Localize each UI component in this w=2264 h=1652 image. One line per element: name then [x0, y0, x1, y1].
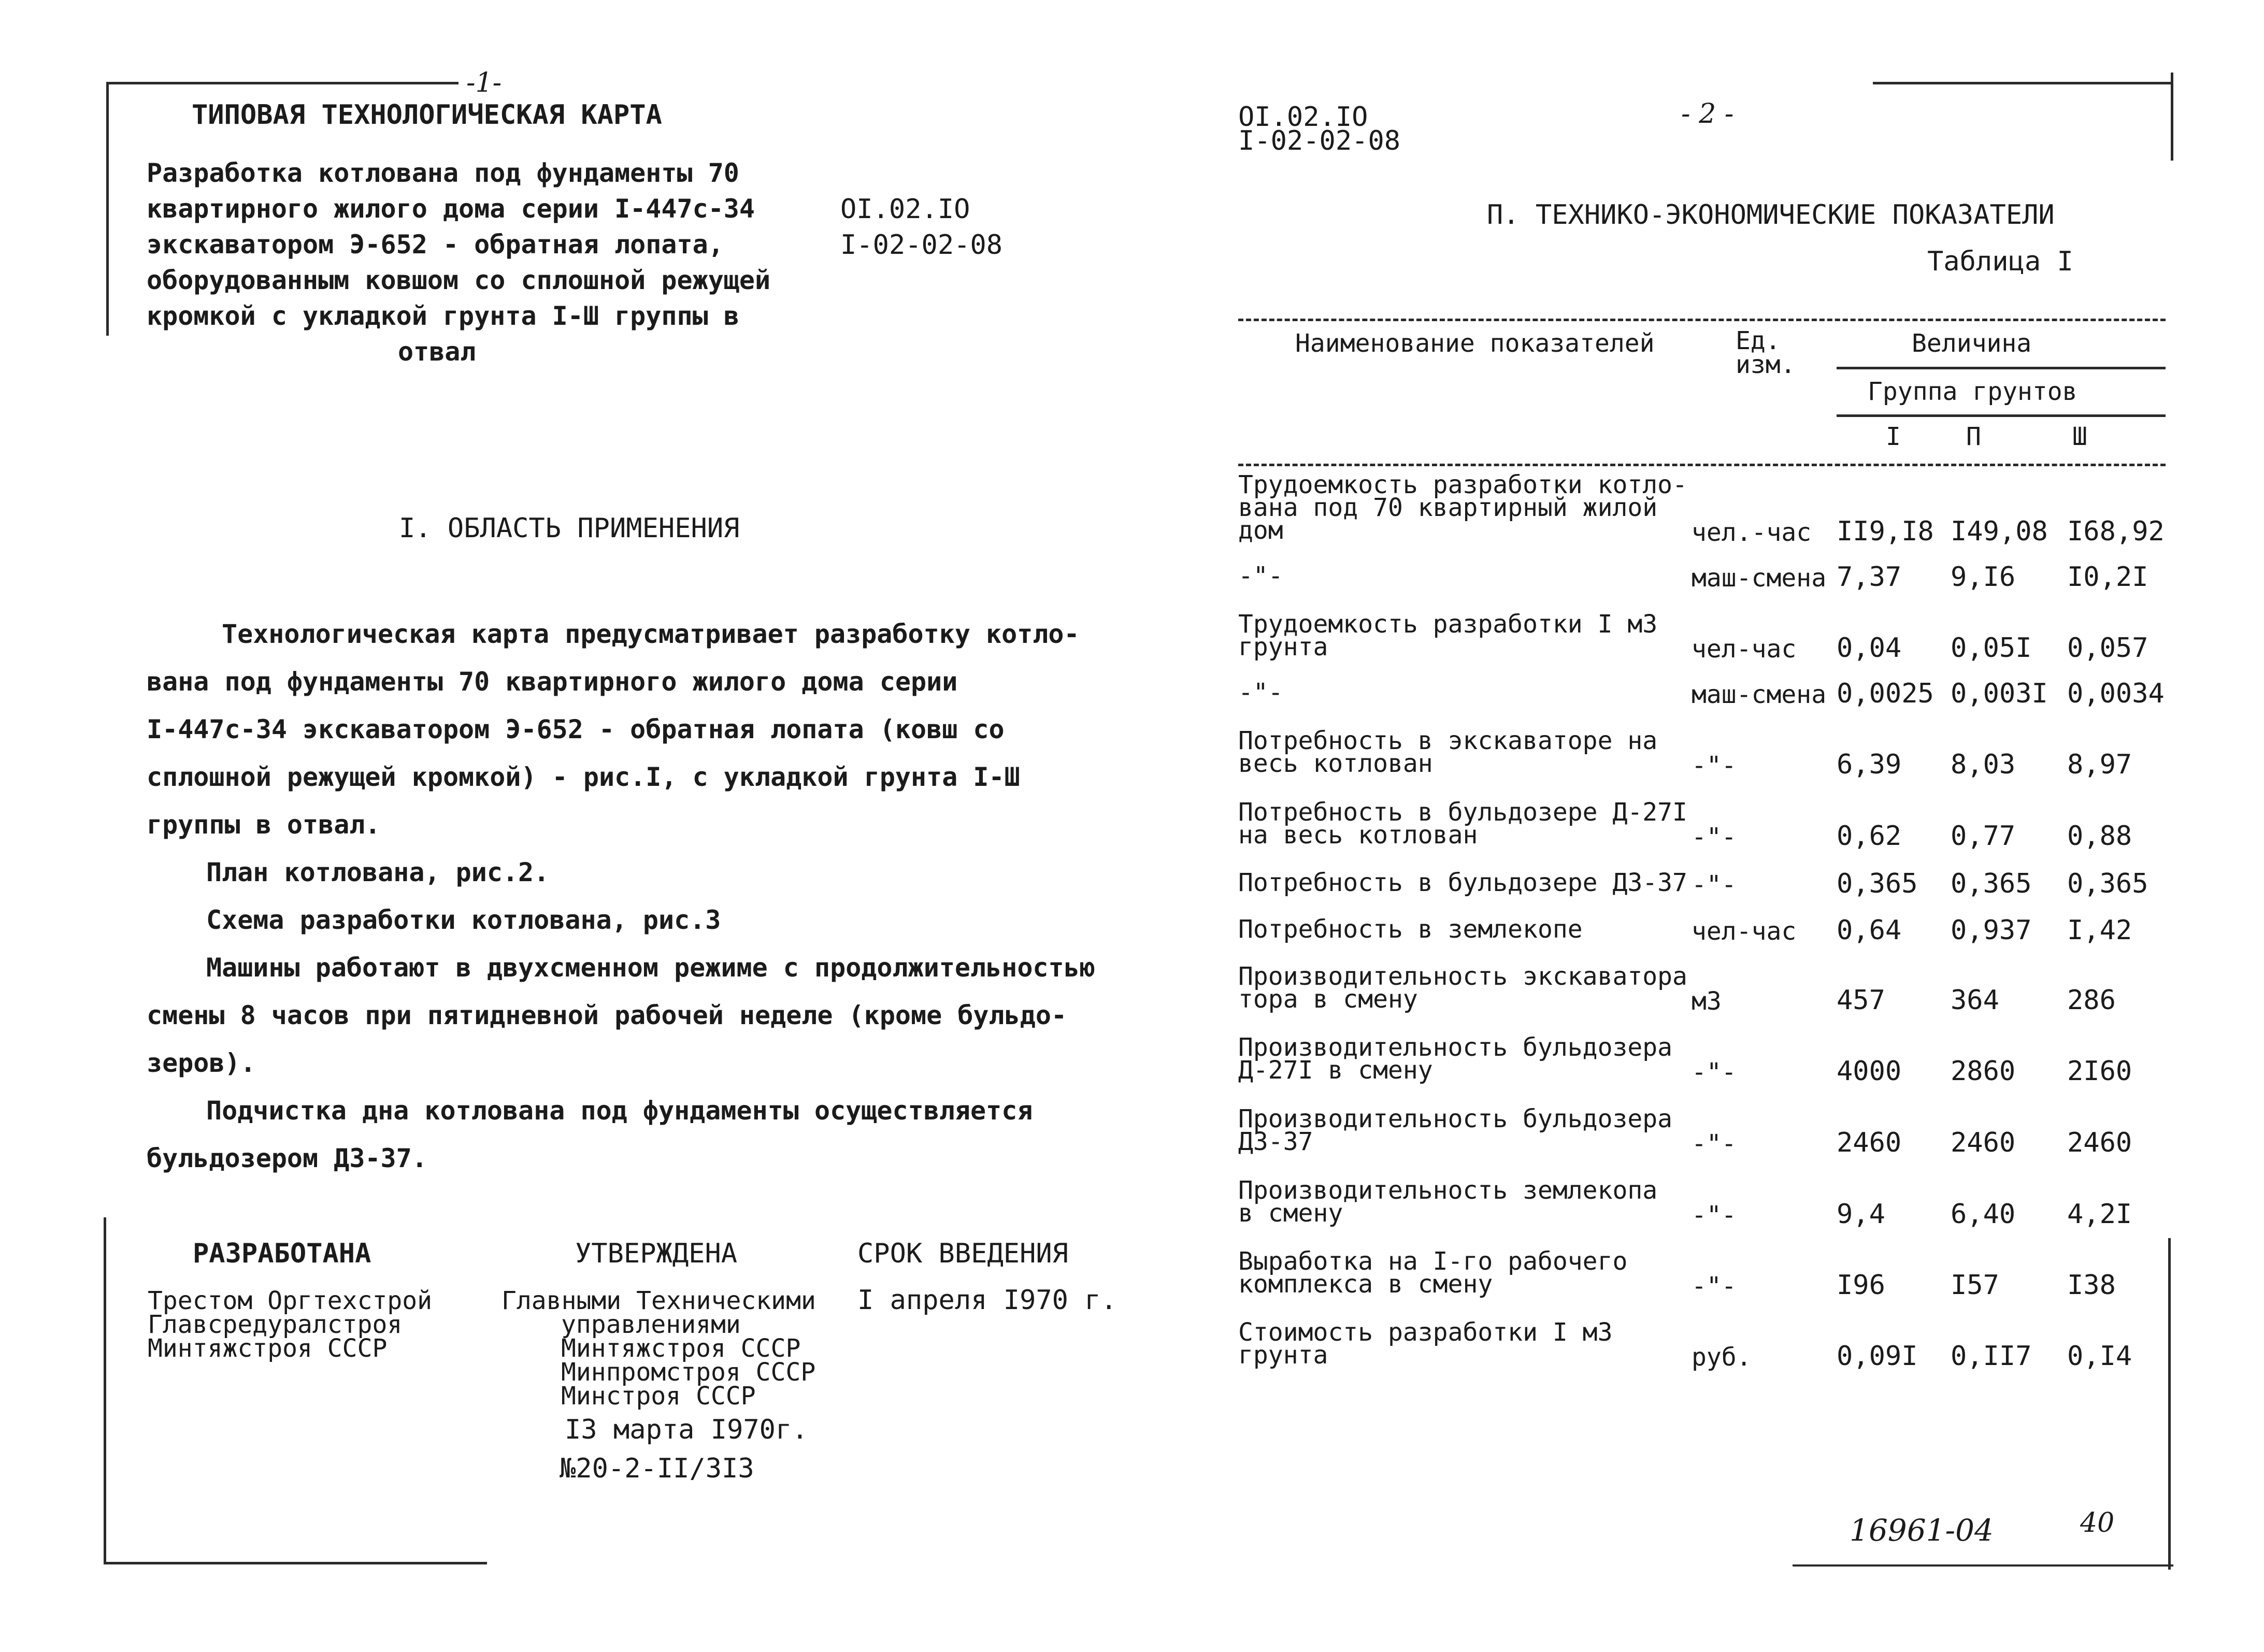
- body-line: бульдозером ДЗ-37.: [147, 1143, 427, 1173]
- indicator-unit: -"-: [1692, 1201, 1737, 1230]
- indicator-value-group-3: 0,I4: [2067, 1341, 2132, 1372]
- approved-line: Минпромстроя СССР: [561, 1358, 816, 1387]
- indicator-value-group-3: I,42: [2067, 915, 2132, 946]
- indicator-value-group-1: 0,09I: [1837, 1341, 1918, 1372]
- column-header-value: Величина: [1912, 329, 2032, 358]
- table-header-bottom-rule: [1238, 464, 2166, 466]
- indicator-name-line: Потребность в экскаваторе на: [1238, 726, 1658, 755]
- indicator-name-line: Трудоемкость разработки I м3: [1238, 610, 1658, 639]
- indicator-value-group-2: 8,03: [1951, 749, 2016, 780]
- indicator-value-group-1: 6,39: [1837, 749, 1902, 780]
- frame-top-right: [1873, 82, 2173, 84]
- indicator-name-line: Потребность в бульдозере ДЗ-37: [1238, 868, 1687, 897]
- indicator-value-group-1: 4000: [1837, 1056, 1902, 1087]
- indicator-value-group-3: 0,365: [2067, 868, 2148, 899]
- approved-line: управлениями: [561, 1310, 741, 1339]
- group-iii-header: Ш: [2072, 422, 2087, 451]
- value-header-rule: [1837, 367, 2166, 369]
- indicator-unit: -"-: [1692, 823, 1737, 852]
- document-code-1-right: OI.02.IO: [1238, 102, 1368, 133]
- indicator-name: [1238, 610, 1658, 662]
- subject-line: Разработка котлована под фундаменты 70: [147, 158, 739, 188]
- approved-line: Главными Техническими: [501, 1286, 816, 1315]
- frame-bottom-right: [1793, 1564, 2173, 1567]
- indicator-name-line: комплекса в смену: [1238, 1270, 1493, 1299]
- indicator-value-group-2: 0,05I: [1951, 633, 2032, 664]
- indicator-value-group-2: 364: [1951, 985, 1999, 1016]
- indicator-name-line: грунта: [1238, 633, 1328, 662]
- indicator-value-group-3: 2460: [2067, 1127, 2132, 1158]
- body-line: Подчистка дна котлована под фундаменты осуществляется: [206, 1096, 1033, 1126]
- frame-left-lower: [104, 1217, 106, 1564]
- table-top-rule: [1238, 319, 2166, 321]
- section-title-1: I. ОБЛАСТЬ ПРИМЕНЕНИЯ: [399, 513, 740, 544]
- indicator-value-group-3: 2I60: [2067, 1056, 2132, 1087]
- indicator-value-group-2: 2460: [1951, 1127, 2016, 1158]
- section-title-2: П. ТЕХНИКО-ЭКОНОМИЧЕСКИЕ ПОКАЗАТЕЛИ: [1487, 199, 2055, 231]
- indicator-value-group-1: 0,365: [1837, 868, 1918, 899]
- approval-number: №20-2-II/3I3: [560, 1453, 754, 1484]
- body-line: Машины работают в двухсменном режиме с продолжительностью: [206, 953, 1095, 983]
- body-line: сплошной режущей кромкой) - рис.I, с укладкой грунта I-Ш: [147, 762, 1020, 792]
- indicator-name-line: в смену: [1238, 1199, 1343, 1228]
- indicator-value-group-1: II9,I8: [1837, 516, 1934, 547]
- indicator-name-line: Выработка на I-го рабочего: [1238, 1247, 1628, 1276]
- developed-line: Главсредуралстроя: [148, 1310, 403, 1339]
- indicator-name-line: Производительность бульдозера: [1238, 1033, 1673, 1062]
- indicator-unit: м3: [1692, 987, 1722, 1016]
- subject-line: квартирного жилого дома серии I-447с-34: [147, 194, 755, 224]
- indicator-name: [1238, 868, 1687, 897]
- column-header-unit: Ед. изм.: [1736, 326, 1796, 379]
- indicator-value-group-1: 0,04: [1837, 633, 1902, 664]
- indicator-value-group-3: 286: [2067, 985, 2116, 1016]
- approval-date: I3 марта I970г.: [565, 1414, 808, 1445]
- handwritten-page-number: 40: [2080, 1507, 2115, 1539]
- body-line: План котлована, рис.2.: [206, 857, 550, 887]
- column-header-group: Группа грунтов: [1868, 377, 2077, 406]
- approved-label: УТВЕРЖДЕНА: [575, 1238, 738, 1269]
- document-code-1: OI.02.IO: [840, 194, 970, 225]
- indicator-unit: маш-смена: [1692, 680, 1827, 709]
- indicator-name-line: Д-27I в смену: [1238, 1056, 1433, 1085]
- indicator-name-line: ДЗ-37: [1238, 1127, 1313, 1156]
- indicator-name: [1238, 1104, 1673, 1156]
- indicator-unit: маш-смена: [1692, 564, 1827, 593]
- indicator-name: [1238, 678, 1283, 707]
- indicator-value-group-2: I57: [1951, 1270, 1999, 1301]
- indicator-name-line: Потребность в землекопе: [1238, 915, 1583, 944]
- indicator-name: [1238, 1033, 1673, 1085]
- group-i-header: I: [1886, 422, 1901, 451]
- indicator-name-line: Производительность экскаватора: [1238, 962, 1687, 991]
- subject-line: оборудованным ковшом со сплошной режущей: [147, 265, 771, 295]
- page-number-right: - 2 -: [1681, 98, 1734, 130]
- approved-block: [501, 1286, 816, 1411]
- indicator-value-group-2: 2860: [1951, 1056, 2016, 1087]
- approved-line: Минтяжстроя СССР: [561, 1334, 801, 1363]
- indicator-value-group-3: I68,92: [2067, 516, 2165, 547]
- indicator-value-group-3: 0,0034: [2067, 678, 2165, 709]
- indicator-unit: -"-: [1692, 870, 1737, 899]
- indicator-unit: -"-: [1692, 751, 1737, 780]
- indicator-value-group-2: 0,003I: [1951, 678, 2048, 709]
- indicator-name: [1238, 470, 1687, 545]
- indicator-value-group-3: 0,88: [2067, 821, 2132, 852]
- indicator-value-group-1: 2460: [1837, 1127, 1902, 1158]
- indicator-value-group-2: 9,I6: [1951, 562, 2016, 593]
- indicator-name-line: грунта: [1238, 1341, 1328, 1370]
- indicator-value-group-2: 0,II7: [1951, 1341, 2032, 1372]
- indicator-value-group-2: I49,08: [1951, 516, 2048, 547]
- body-line: зеров).: [147, 1048, 256, 1078]
- indicator-name-line: тора в смену: [1238, 985, 1418, 1014]
- indicator-name: [1238, 915, 1583, 944]
- subject-line: экскаватором Э-652 - обратная лопата,: [147, 229, 724, 260]
- term-value: I апреля I970 г.: [857, 1285, 1117, 1316]
- body-line: группы в отвал.: [147, 810, 381, 840]
- indicator-value-group-2: 0,365: [1951, 868, 2032, 899]
- term-label: СРОК ВВЕДЕНИЯ: [857, 1238, 1068, 1269]
- indicator-value-group-1: 0,64: [1837, 915, 1902, 946]
- indicator-name-line: Стоимость разработки I м3: [1238, 1318, 1613, 1347]
- indicator-unit: руб.: [1692, 1343, 1752, 1372]
- indicator-name-line: весь котлован: [1238, 749, 1433, 778]
- handwritten-code: 16961-04: [1850, 1513, 1994, 1548]
- indicator-value-group-1: 457: [1837, 985, 1885, 1016]
- table-label: Таблица I: [1927, 246, 2073, 277]
- indicator-unit: -"-: [1692, 1129, 1737, 1158]
- indicator-value-group-2: 0,77: [1951, 821, 2016, 852]
- indicator-name-line: Потребность в бульдозере Д-27I: [1238, 798, 1687, 827]
- indicator-value-group-1: 7,37: [1837, 562, 1902, 593]
- indicator-value-group-2: 0,937: [1951, 915, 2032, 946]
- indicator-name-line: Производительность бульдозера: [1238, 1104, 1673, 1133]
- indicator-name: [1238, 1247, 1628, 1299]
- indicator-name: [1238, 1176, 1658, 1228]
- indicator-value-group-3: I38: [2067, 1270, 2116, 1301]
- indicator-name-line: -"-: [1238, 562, 1283, 591]
- indicator-name: [1238, 1318, 1613, 1370]
- indicator-value-group-1: 9,4: [1837, 1199, 1885, 1230]
- frame-top-left: [106, 82, 458, 84]
- approved-line: Минстроя СССР: [561, 1382, 756, 1411]
- developed-line: Трестом Оргтехстрой: [148, 1286, 433, 1315]
- indicator-name: [1238, 726, 1658, 778]
- indicator-name: [1238, 562, 1283, 591]
- indicator-name-line: на весь котлован: [1238, 821, 1478, 850]
- header-title: ТИПОВАЯ ТЕХНОЛОГИЧЕСКАЯ КАРТА: [192, 99, 662, 131]
- indicator-value-group-3: 4,2I: [2067, 1199, 2132, 1230]
- indicator-name-line: Трудоемкость разработки котло-: [1238, 470, 1687, 499]
- indicator-value-group-2: 6,40: [1951, 1199, 2016, 1230]
- subject-block: [147, 155, 770, 370]
- indicator-name-line: дом: [1238, 516, 1283, 545]
- indicator-value-group-3: 8,97: [2067, 749, 2132, 780]
- document-code-2-right: I-02-02-08: [1238, 125, 1401, 156]
- indicator-name: [1238, 798, 1687, 850]
- body-line: I-447с-34 экскаватором Э-652 - обратная лопата (ковш со: [147, 714, 1005, 744]
- indicator-unit: чел.-час: [1692, 518, 1812, 547]
- indicator-value-group-1: I96: [1837, 1270, 1885, 1301]
- body-line: смены 8 часов при пятидневной рабочей неделе (кроме бульдо-: [147, 1000, 1067, 1030]
- developed-line: Минтяжстроя СССР: [148, 1334, 388, 1363]
- indicator-unit: чел-час: [1692, 635, 1797, 664]
- indicator-value-group-1: 0,62: [1837, 821, 1902, 852]
- subject-line: отвал: [398, 337, 476, 367]
- frame-bottom-left: [104, 1562, 487, 1564]
- indicator-name: [1238, 962, 1687, 1014]
- body-line: вана под фундаменты 70 квартирного жилого дома серии: [147, 667, 958, 697]
- indicator-value-group-3: I0,2I: [2067, 562, 2148, 593]
- frame-left-upper: [106, 82, 109, 336]
- indicator-unit: чел-час: [1692, 917, 1797, 946]
- indicator-value-group-3: 0,057: [2067, 633, 2148, 664]
- scope-body: [147, 610, 1095, 1182]
- document-code-2: I-02-02-08: [840, 229, 1003, 261]
- indicator-value-group-1: 0,0025: [1837, 678, 1934, 709]
- group-header-rule: [1837, 414, 2166, 417]
- subject-line: кромкой с укладкой грунта I-Ш группы в: [147, 301, 739, 331]
- developed-label: РАЗРАБОТАНА: [193, 1238, 371, 1269]
- body-line: Схема разработки котлована, рис.3: [206, 905, 721, 935]
- group-ii-header: П: [1966, 422, 1981, 451]
- indicator-name-line: -"-: [1238, 678, 1283, 707]
- indicator-name-line: вана под 70 квартирный жилой: [1238, 493, 1658, 522]
- developed-block: [148, 1286, 433, 1363]
- frame-right-upper: [2171, 73, 2173, 161]
- body-line: Технологическая карта предусматривает разработку котло-: [222, 619, 1080, 649]
- indicator-unit: -"-: [1692, 1272, 1737, 1301]
- column-header-name: Наименование показателей: [1295, 329, 1655, 358]
- indicator-unit: -"-: [1692, 1058, 1737, 1087]
- indicator-name-line: Производительность землекопа: [1238, 1176, 1658, 1205]
- page-number-left: -1-: [466, 67, 502, 98]
